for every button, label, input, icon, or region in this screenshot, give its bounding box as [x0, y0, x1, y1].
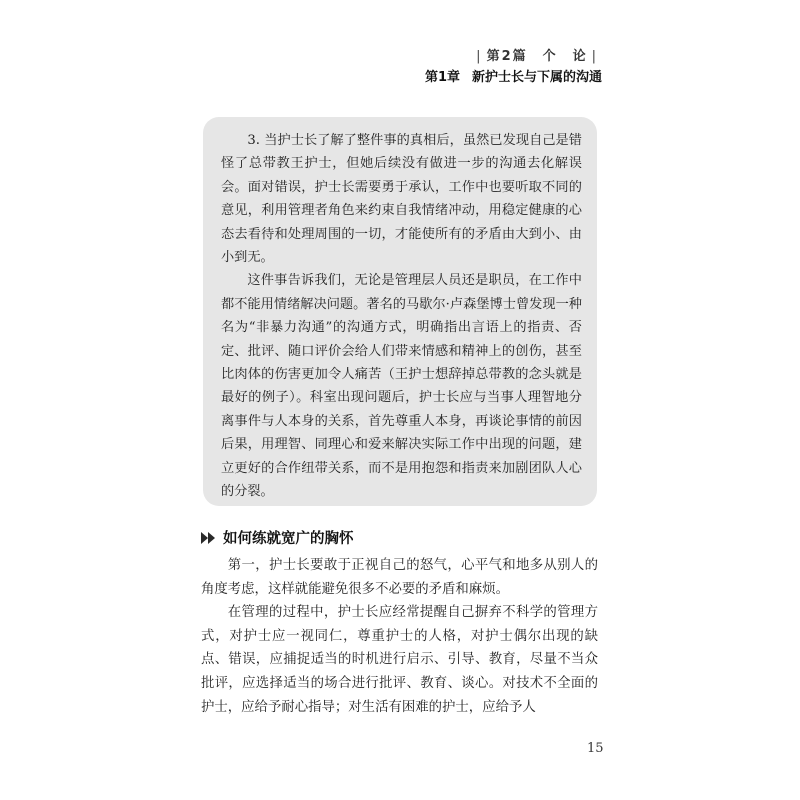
case-paragraph: 3. 当护士长了解了整件事的真相后，虽然已发现自己是错怪了总带教王护士，但她后续没有做进一步的沟通去化解误会。面对错误，护士长需要勇于承认，工作中也要听取不同的意见，利用管理者角色来约束自我情绪冲动，用稳定健康的心态去看待和处理周围的一切，才能使所有的矛盾由大到小、由小到无。	[221, 133, 582, 266]
divider-bar-left: |	[476, 49, 483, 64]
body-paragraph: 第一，护士长要敢于正视自己的怒气，心平气和地多从别人的角度考虑，这样就能避免很多不必要的矛盾和麻烦。	[201, 558, 598, 597]
page-number: 15	[587, 741, 604, 756]
case-paragraph: 这件事告诉我们，无论是管理层人员还是职员，在工作中都不能用情绪解决问题。著名的马歇尔·卢森堡博士曾发现一种名为“非暴力沟通”的沟通方式，明确指出言语上的指责、否定、批评、随口评价会给人们带来情感和精神上的创伤，甚至比肉体的伤害更加令人痛苦（王护士想辞掉总带教的念头就是最好的例子）。科室出现问题后，护士长应与当事人理智地分离事件与人本身的关系，首先尊重人本身，再谈论事情的前因后果，用理智、同理心和爱来解决实际工作中出现的问题，建立更好的合作纽带关系，而不是用抱怨和指责来加剧团队人心的分裂。	[221, 273, 582, 500]
double-arrow-icon	[201, 531, 217, 545]
chapter-heading	[425, 69, 602, 87]
case-analysis-box	[203, 117, 597, 506]
body-paragraph: 在管理的过程中，护士长应经常提醒自己摒弃不科学的管理方式，对护士应一视同仁，尊重护士的人格，对护士偶尔出现的缺点、错误，应捕捉适当的时机进行启示、引导、教育，尽量不当众批评，应选择适当的场合进行批评、教育、谈心。对技术不全面的护士，应给予耐心指导；对生活有困难的护士，应给予人	[201, 605, 598, 715]
running-header	[425, 48, 602, 87]
part-label-text: 第2篇 个 论	[486, 49, 588, 64]
section-title: 如何练就宽广的胸怀	[223, 531, 354, 547]
chapter-number: 第1章	[424, 70, 460, 85]
section-heading	[201, 527, 354, 548]
body-text	[201, 554, 598, 719]
part-label	[425, 48, 602, 66]
chapter-title: 新护士长与下属的沟通	[471, 70, 602, 85]
divider-bar-right: |	[591, 49, 598, 64]
